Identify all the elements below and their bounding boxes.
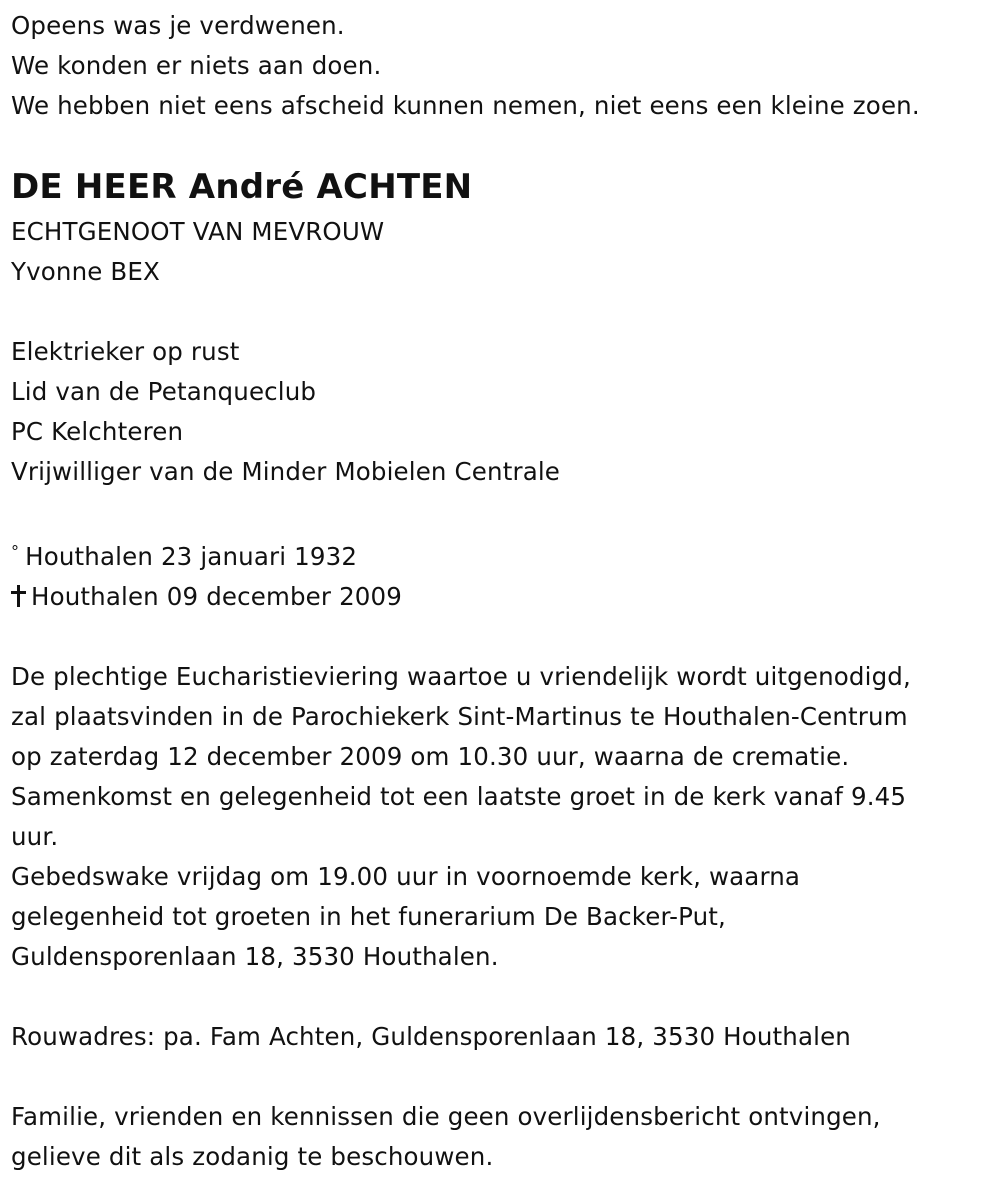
spouse-name: Yvonne BEX xyxy=(11,257,160,286)
occupation-line: PC Kelchteren xyxy=(11,417,184,446)
closing-line: Familie, vrienden en kennissen die geen overlijdensbericht ontvingen, xyxy=(11,1102,881,1131)
spacer xyxy=(11,617,1000,657)
occupation-line: Elektrieker op rust xyxy=(11,337,240,366)
closing-block xyxy=(11,1097,1000,1177)
poem-line: We hebben niet eens afscheid kunnen nemen, niet eens een kleine zoen. xyxy=(11,91,920,120)
service-line: zal plaatsvinden in de Parochiekerk Sint-Martinus te Houthalen-Centrum xyxy=(11,702,908,731)
service-line: op zaterdag 12 december 2009 om 10.30 uur, waarna de crematie. xyxy=(11,742,850,771)
service-line: Guldensporenlaan 18, 3530 Houthalen. xyxy=(11,942,499,971)
cross-icon xyxy=(11,585,25,607)
poem-line: We konden er niets aan doen. xyxy=(11,51,382,80)
service-line: gelegenheid tot groeten in het funerarium De Backer-Put, xyxy=(11,902,726,931)
death-line xyxy=(11,577,1000,617)
spacer xyxy=(11,292,1000,332)
poem-line: Opeens was je verdwenen. xyxy=(11,11,345,40)
spacer xyxy=(11,1057,1000,1097)
occupation-line: Lid van de Petanqueclub xyxy=(11,377,317,406)
occupation-line: Vrijwilliger van de Minder Mobielen Centrale xyxy=(11,457,561,486)
birth-symbol: ° xyxy=(11,542,20,561)
birth-line xyxy=(11,532,1000,577)
service-line: uur. xyxy=(11,822,59,851)
occupation-block xyxy=(11,332,1000,492)
death-text: Houthalen 09 december 2009 xyxy=(31,582,403,611)
deceased-name: DE HEER André ACHTEN xyxy=(11,167,473,207)
service-line: Gebedswake vrijdag om 19.00 uur in voornoemde kerk, waarna xyxy=(11,862,801,891)
spacer xyxy=(11,977,1000,1017)
service-block xyxy=(11,657,1000,977)
mourning-address: Rouwadres: pa. Fam Achten, Guldensporenlaan 18, 3530 Houthalen xyxy=(11,1022,851,1051)
dates-block xyxy=(11,532,1000,617)
service-line: Samenkomst en gelegenheid tot een laatste groet in de kerk vanaf 9.45 xyxy=(11,782,907,811)
service-line: De plechtige Eucharistieviering waartoe u vriendelijk wordt uitgenodigd, xyxy=(11,662,911,691)
closing-line: gelieve dit als zodanig te beschouwen. xyxy=(11,1142,494,1171)
birth-text: Houthalen 23 januari 1932 xyxy=(25,542,358,571)
relation-line: ECHTGENOOT VAN MEVROUW xyxy=(11,217,385,246)
poem xyxy=(11,6,1000,126)
spacer xyxy=(11,492,1000,532)
